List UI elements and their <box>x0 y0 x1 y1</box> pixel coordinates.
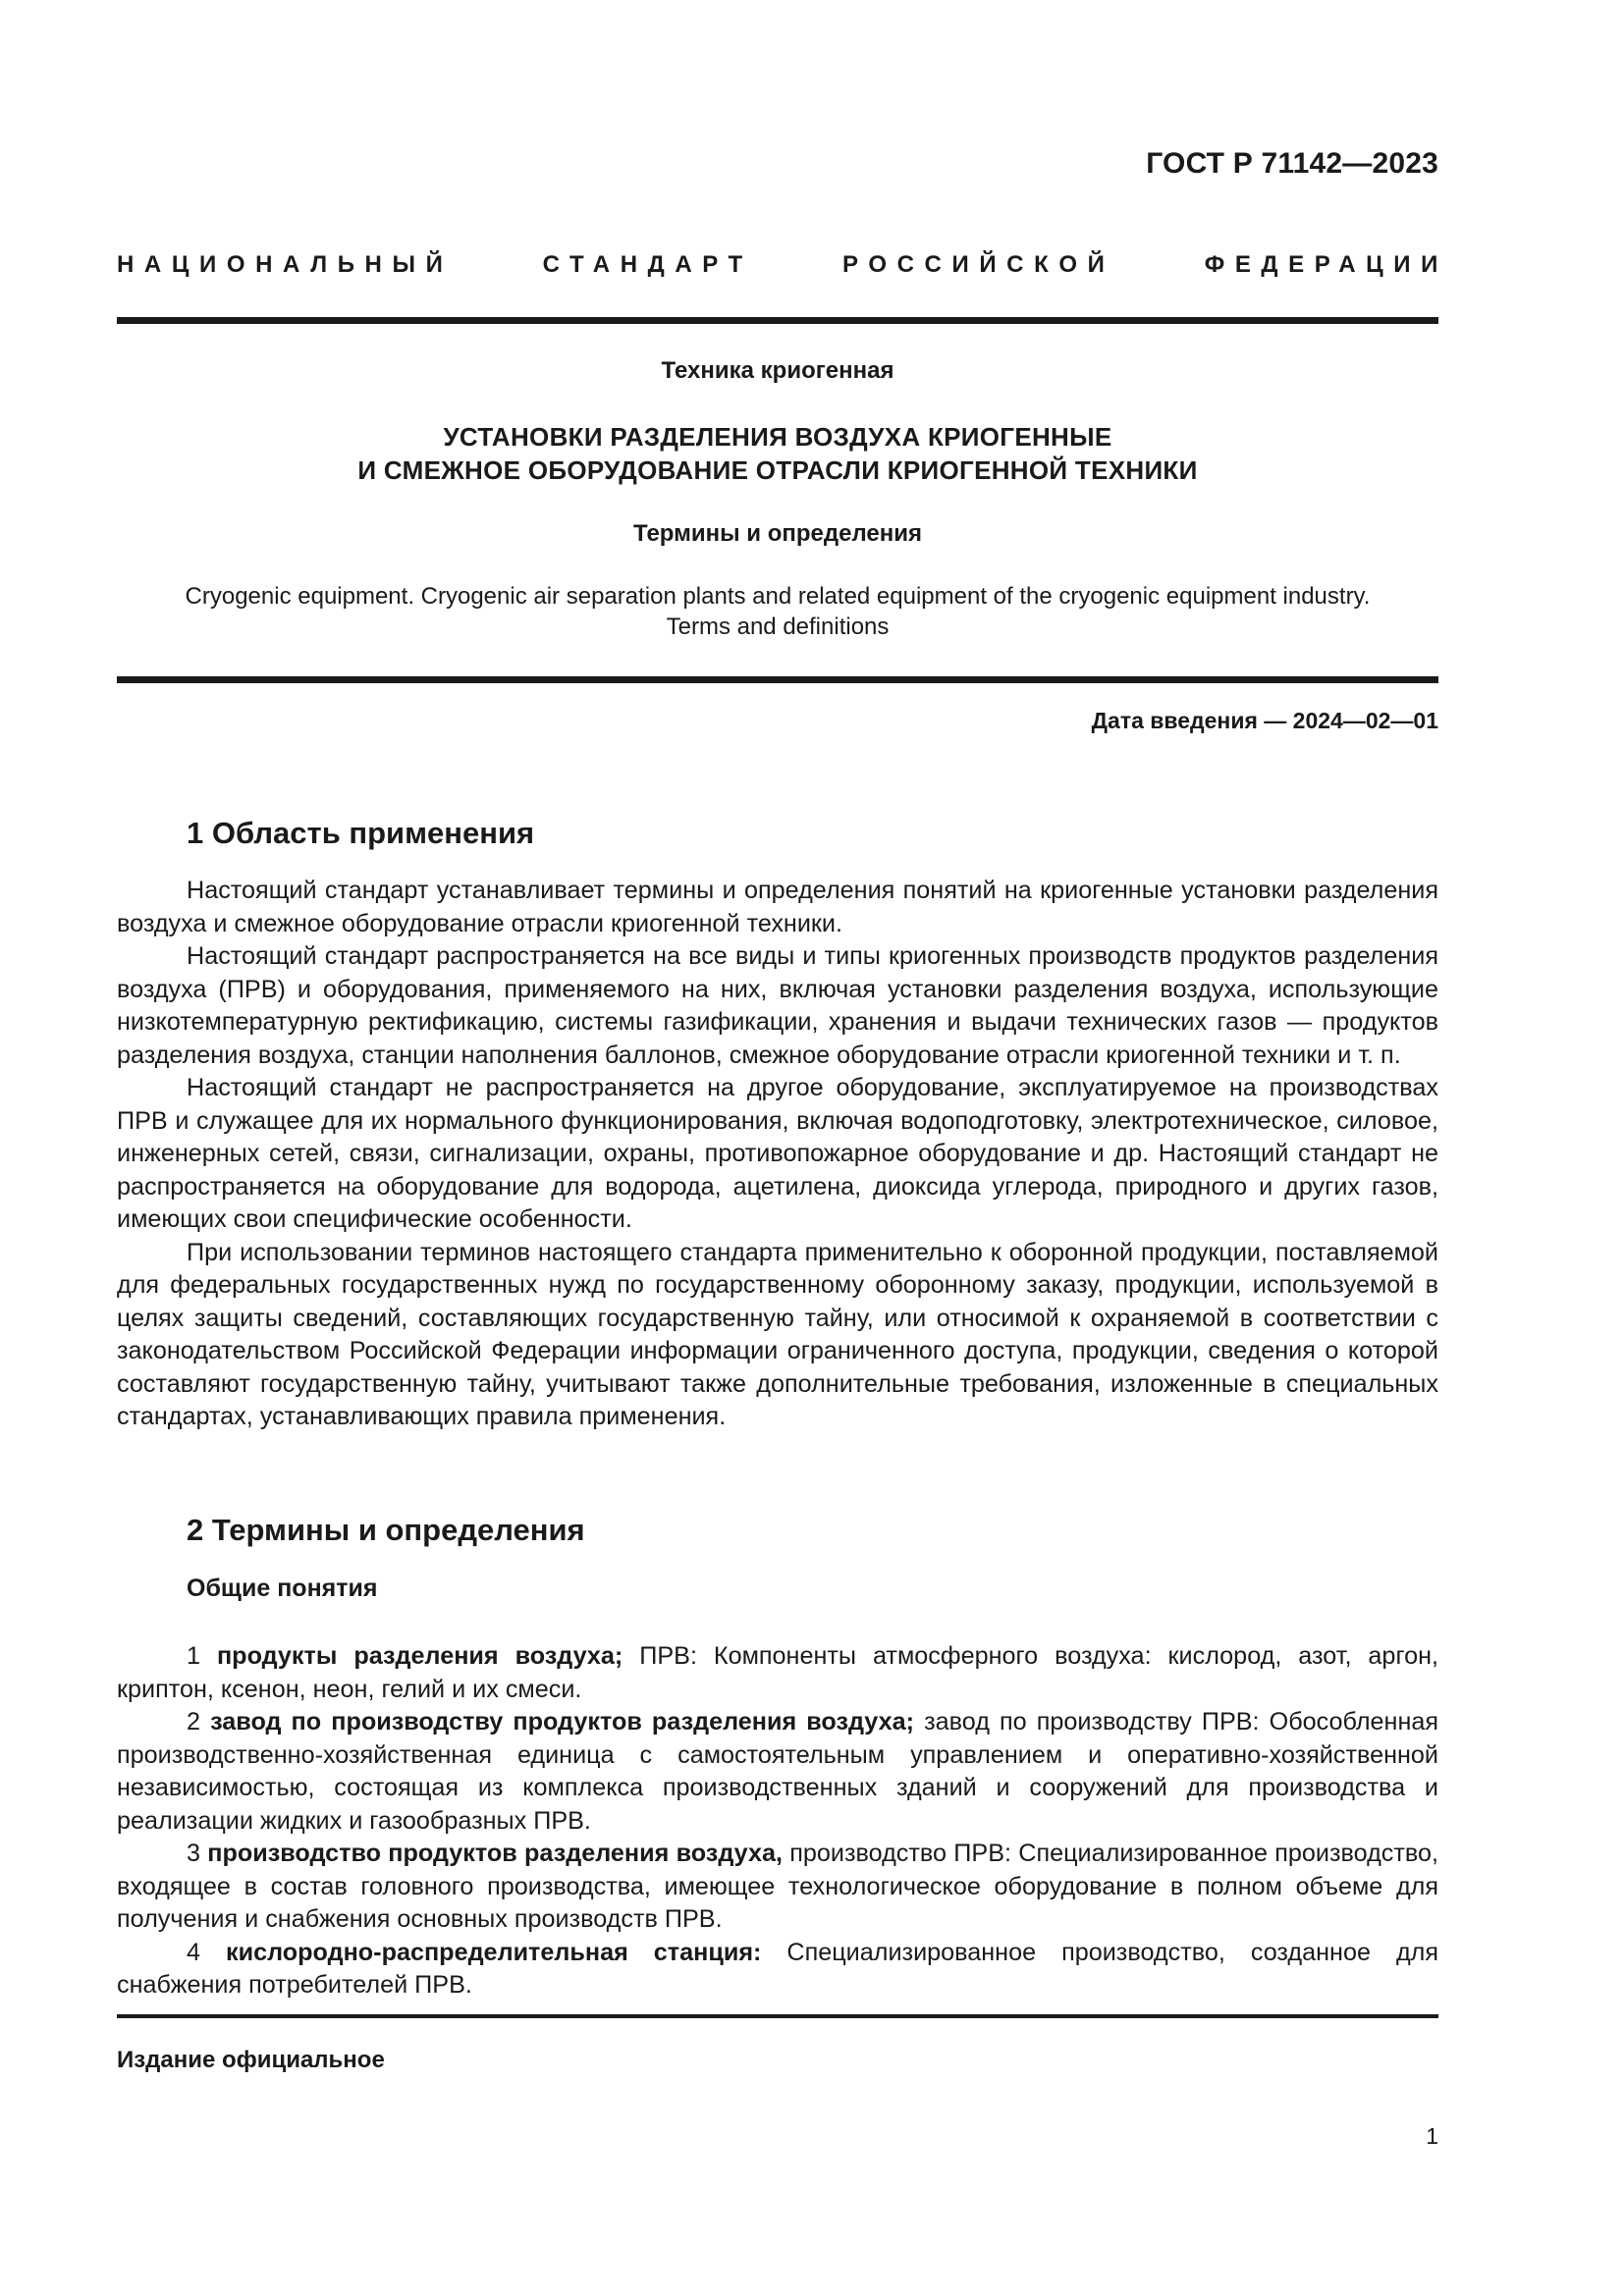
standard-designation: ГОСТ Р 71142—2023 <box>1146 147 1438 180</box>
english-title-line-1: Cryogenic equipment. Cryogenic air separation plants and related equipment of the cryogenic equipment industry. <box>185 583 1371 610</box>
paragraph: Настоящий стандарт устанавливает термины и определения понятий на криогенные установки разделения воздуха и смежное оборудование отрасли криогенной техники. <box>117 877 1438 937</box>
standard-subtitle: Термины и определения <box>632 520 923 547</box>
top-divider <box>117 317 1438 324</box>
english-title <box>117 581 1438 642</box>
term-entry <box>117 1937 1438 2002</box>
term-number: 1 <box>187 1642 217 1670</box>
official-edition-label: Издание официальное <box>117 2047 385 2073</box>
term-name: продукты разделения воздуха; <box>216 1642 623 1670</box>
term-definition: производство ПРВ: Специализированное производство, входящее в состав головного производства, имеющее технологическое оборудование в полном объеме для получения и снабжения основных производств ПРВ. <box>117 1840 1439 1933</box>
english-title-line-2: Terms and definitions <box>666 614 890 640</box>
term-name: кислородно-распределительная станция: <box>226 1938 762 1966</box>
bottom-divider <box>117 2014 1438 2018</box>
introduction-date: Дата введения — 2024—02—01 <box>1091 708 1438 733</box>
term-entry <box>117 1838 1438 1937</box>
term-number: 3 <box>187 1840 208 1867</box>
term-entry <box>117 1706 1438 1838</box>
title-line-2: И СМЕЖНОЕ ОБОРУДОВАНИЕ ОТРАСЛИ КРИОГЕННОЙ ТЕХНИКИ <box>357 455 1198 485</box>
middle-divider <box>117 676 1438 683</box>
title-line-1: УСТАНОВКИ РАЗДЕЛЕНИЯ ВОЗДУХА КРИОГЕННЫЕ <box>443 422 1112 452</box>
group-heading: Общие понятия <box>187 1575 378 1602</box>
standard-title <box>117 420 1438 487</box>
paragraph: Настоящий стандарт не распространяется на другое оборудование, эксплуатируемое на производствах ПРВ и служащее для их нормального функционирования, включая водоподготовку, электротехническое, силовое, инженерных сетей, связи, сигнализации, охраны, противопожарное оборудование и др. Настоящий стандарт не распространяется на оборудование для водорода, ацетилена, диоксида углерода, природного и других газов, имеющих свои специфические особенности. <box>117 1074 1438 1233</box>
paragraph: Настоящий стандарт распространяется на все виды и типы криогенных производств продуктов разделения воздуха (ПРВ) и оборудования, применяемого на них, включая установки разделения воздуха, использующие низкотемпературную ректификацию, системы газификации, хранения и выдачи технических газов — продуктов разделения воздуха, станции наполнения баллонов, смежное оборудование отрасли криогенной техники и т. п. <box>117 942 1438 1069</box>
section-1-body <box>117 875 1438 1434</box>
national-standard-banner: НАЦИОНАЛЬНЫЙ СТАНДАРТ РОССИЙСКОЙ ФЕДЕРАЦИИ <box>117 251 1448 278</box>
term-name: производство продуктов разделения воздуха, <box>207 1840 783 1867</box>
term-entry <box>117 1640 1438 1706</box>
document-page <box>117 0 1448 2296</box>
page-number: 1 <box>1426 2123 1438 2149</box>
term-name: завод по производству продуктов разделения воздуха; <box>210 1708 914 1735</box>
term-number: 2 <box>187 1708 211 1735</box>
term-definition: завод по производству ПРВ: Обособленная производственно-хозяйственная единица с самостоятельным управлением и оперативно-хозяйственной независимостью, состоящая из комплекса производственных зданий и сооружений для производства и реализации жидких и газообразных ПРВ. <box>117 1708 1438 1835</box>
standard-kind: Техника криогенная <box>661 357 894 384</box>
term-definition: ПРВ: Компоненты атмосферного воздуха: кислород, азот, аргон, криптон, ксенон, неон, гелий и их смеси. <box>117 1642 1438 1703</box>
section-1-heading: 1 Область применения <box>187 816 535 850</box>
term-definition: Специализированное производство, созданное для снабжения потребителей ПРВ. <box>117 1938 1438 1999</box>
terms-list <box>117 1640 1438 2002</box>
paragraph: При использовании терминов настоящего стандарта применительно к оборонной продукции, поставляемой для федеральных государственных нужд по государственному оборонному заказу, продукции, используемой в целях защиты сведений, составляющих государственную тайну, или относимой к охраняемой в соответствии с законодательством Российской Федерации информации ограниченного доступа, продукции, сведения о которой составляют государственную тайну, учитывают также дополнительные требования, изложенные в специальных стандартах, устанавливающих правила применения. <box>117 1238 1438 1430</box>
section-2-heading: 2 Термины и определения <box>187 1513 585 1547</box>
term-number: 4 <box>187 1938 226 1966</box>
